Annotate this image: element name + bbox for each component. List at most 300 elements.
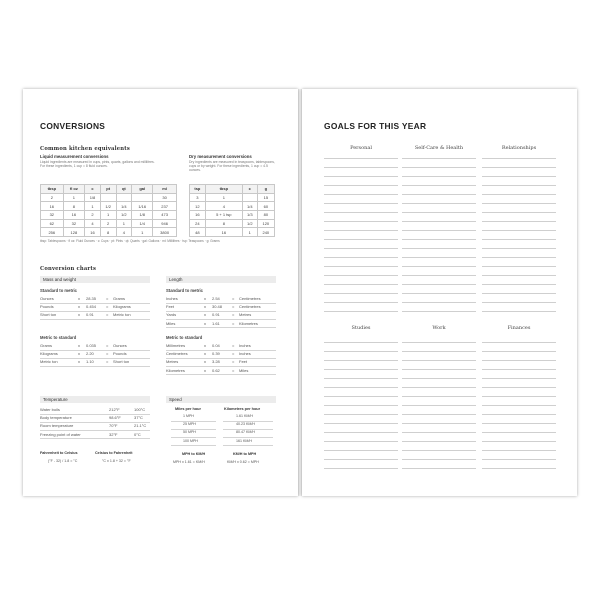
goal-header-bottom: Studies	[351, 325, 371, 331]
goal-writing-line	[402, 351, 476, 352]
goal-writing-line	[324, 423, 398, 424]
dry-header-cell: g	[257, 185, 274, 194]
goal-writing-line	[402, 185, 476, 186]
page-title: CONVERSIONS	[40, 121, 106, 131]
liquid-cell: 473	[153, 211, 177, 220]
goal-writing-line	[402, 387, 476, 388]
goal-writing-line	[324, 441, 398, 442]
goal-writing-line	[402, 293, 476, 294]
speed-rule	[223, 437, 273, 438]
mass-std-cell: x	[78, 296, 80, 301]
goal-writing-line	[402, 396, 476, 397]
temperature-cell: 32°F	[109, 431, 118, 437]
goals-title: GOALS FOR THIS YEAR	[324, 121, 427, 131]
liquid-title: Liquid measurement conversions	[40, 154, 109, 159]
goals-page	[302, 89, 577, 496]
goal-header-bottom: Finances	[507, 325, 531, 331]
dry-cell: 1/3	[242, 211, 257, 220]
length-met-cell: =	[232, 343, 235, 348]
mph-to-kmh-title: MPH to KM/H	[182, 452, 206, 456]
mass-std-cell: Kilograms	[113, 304, 131, 310]
goal-writing-line	[324, 257, 398, 258]
goal-writing-line	[324, 414, 398, 415]
c-to-f-formula: °C x 1.8 + 32 = °F	[102, 459, 131, 463]
mass-std-cell: x	[78, 312, 80, 318]
length-met-cell: x	[204, 351, 206, 357]
dry-row	[190, 202, 275, 211]
dry-cell: 240	[257, 228, 274, 237]
liquid-cell: 32	[63, 219, 85, 228]
goal-writing-line	[482, 275, 556, 276]
goal-writing-line	[324, 468, 398, 469]
goal-writing-line	[402, 302, 476, 303]
goal-writing-line	[324, 369, 398, 370]
temperature-cell: 0°C	[134, 431, 141, 437]
temperature-cell: Water boils	[40, 407, 60, 412]
temperature-cell: 37°C	[134, 415, 143, 421]
length-met-cell: Millimetres	[166, 343, 186, 348]
liquid-cell: 1	[85, 202, 101, 211]
mass-std-cell: Grams	[113, 296, 125, 301]
liquid-cell: 1	[100, 211, 116, 220]
dry-cell: 3	[190, 193, 206, 202]
speed-kmh-cell: 161 KM/H	[236, 438, 252, 443]
goal-writing-line	[402, 405, 476, 406]
goal-writing-line	[482, 414, 556, 415]
liquid-cell: 30	[153, 193, 177, 202]
length-std-cell: Metres	[239, 312, 252, 318]
goal-writing-line	[324, 387, 398, 388]
mass-met-cell: =	[106, 343, 109, 348]
length-met-cell: Inches	[239, 343, 251, 348]
liquid-cell	[100, 193, 116, 202]
temperature-cell: 70°F	[109, 423, 118, 429]
goal-writing-line	[324, 342, 398, 343]
goal-writing-line	[482, 158, 556, 159]
goal-writing-line	[324, 293, 398, 294]
liquid-cell: 8	[63, 202, 85, 211]
mass-met-cell: 0.035	[86, 343, 97, 348]
length-std-cell: x	[204, 312, 206, 318]
liquid-cell: 62	[41, 219, 64, 228]
speed-mph-cell: 1 MPH	[183, 414, 194, 418]
length-std-cell: 1.61	[212, 320, 220, 326]
goal-writing-line	[402, 221, 476, 222]
dry-cell: 8	[205, 219, 242, 228]
dry-cell: 1	[242, 228, 257, 237]
length-std-cell: Centimetres	[239, 296, 261, 301]
temperature-row	[40, 414, 150, 422]
goal-writing-line	[324, 450, 398, 451]
goal-writing-line	[482, 248, 556, 249]
goal-writing-line	[482, 266, 556, 267]
mass-std-cell: 28.35	[86, 296, 97, 301]
length-std-row	[166, 303, 276, 311]
length-std-cell: 2.54	[212, 296, 220, 301]
mass-met-cell: Kilograms	[40, 351, 58, 357]
length-met-cell: Kilometres	[166, 367, 185, 373]
liquid-cell	[132, 193, 153, 202]
goal-writing-line	[402, 275, 476, 276]
conversions-page	[23, 89, 298, 496]
dry-header-cell: tbsp	[205, 185, 242, 194]
liquid-cell: 32	[41, 211, 64, 220]
goal-writing-line	[482, 423, 556, 424]
mph-to-kmh-formula: MPH x 1.61 = KM/H	[173, 460, 205, 464]
length-std-cell: Inches	[166, 296, 178, 301]
liquid-cell: 2	[85, 211, 101, 220]
dry-title: Dry measurement conversions	[189, 154, 252, 159]
temperature-cell: Freezing point of water	[40, 431, 81, 437]
kmh-to-mph-title: KM/H to MPH	[233, 452, 257, 456]
liquid-row	[41, 202, 177, 211]
goal-writing-line	[482, 221, 556, 222]
length-met-cell: Centimetres	[166, 351, 188, 357]
speed-kmh-cell: 1.61 KM/H	[236, 414, 253, 418]
abbreviation-legend: tbsp: Tablespoons · fl oz: Fluid Ounces · c: Cups · pt: Pints · qt: Quarts · gal: Gallons · ml: Millilitres · tsp: Teaspoons · g: Grams	[40, 239, 220, 243]
speed-rule	[223, 421, 273, 422]
mass-met-cell: 2.20	[86, 351, 94, 357]
temperature-bar: Temperature	[40, 396, 150, 403]
mass-std-row	[40, 311, 150, 319]
length-std-to-metric: Standard to metric	[166, 288, 203, 293]
mass-std-to-metric: Standard to metric	[40, 288, 77, 293]
length-std-cell: Kilometres	[239, 320, 258, 326]
mass-metric-to-std: Metric to standard	[40, 335, 77, 340]
goal-writing-line	[482, 293, 556, 294]
length-std-cell: =	[232, 296, 235, 301]
length-met-cell: x	[204, 359, 206, 365]
mass-met-cell: x	[78, 351, 80, 357]
mass-met-cell: =	[106, 351, 109, 357]
goal-writing-line	[482, 342, 556, 343]
goal-writing-line	[482, 257, 556, 258]
length-met-cell: =	[232, 359, 235, 365]
liquid-row	[41, 193, 177, 202]
goal-writing-line	[324, 230, 398, 231]
mass-met-row	[40, 358, 150, 366]
dry-cell: 16	[190, 211, 206, 220]
mass-std-rule	[40, 319, 150, 320]
mass-std-cell: =	[106, 296, 109, 301]
length-std-cell: Centimetres	[239, 304, 261, 310]
f-to-c-title: Fahrenheit to Celsius	[40, 451, 78, 455]
liquid-row	[41, 228, 177, 237]
length-std-rule	[166, 327, 276, 328]
goal-writing-line	[402, 167, 476, 168]
goal-writing-line	[402, 239, 476, 240]
speed-rule	[171, 437, 216, 438]
mass-std-cell: =	[106, 312, 109, 318]
mass-std-cell: x	[78, 304, 80, 310]
goal-writing-line	[482, 360, 556, 361]
length-std-cell: x	[204, 296, 206, 301]
mass-std-cell: Short ton	[40, 312, 57, 318]
liquid-cell: 256	[41, 228, 64, 237]
temperature-row	[40, 431, 150, 439]
length-met-rule	[166, 374, 276, 375]
dry-table	[189, 184, 275, 237]
goal-writing-line	[482, 230, 556, 231]
liquid-header-cell: c	[85, 185, 101, 194]
goal-writing-line	[482, 167, 556, 168]
goal-writing-line	[324, 239, 398, 240]
dry-row	[190, 228, 275, 237]
temperature-cell: Body temperature	[40, 415, 72, 421]
goal-header-top: Personal	[350, 145, 372, 151]
liquid-header-cell: ml	[153, 185, 177, 194]
mass-met-cell: Ounces	[113, 343, 127, 348]
kitchen-heading: Common kitchen equivalents	[40, 146, 130, 152]
goal-writing-line	[324, 360, 398, 361]
goal-writing-line	[324, 311, 398, 312]
liquid-cell: 128	[63, 228, 85, 237]
liquid-cell	[116, 193, 132, 202]
goal-writing-line	[324, 396, 398, 397]
goal-writing-line	[324, 459, 398, 460]
length-std-cell: =	[232, 320, 235, 326]
goal-writing-line	[482, 351, 556, 352]
mass-met-row	[40, 342, 150, 350]
liquid-row	[41, 219, 177, 228]
length-std-cell: =	[232, 312, 235, 318]
goal-writing-line	[324, 212, 398, 213]
liquid-cell: 1	[132, 228, 153, 237]
length-std-row	[166, 295, 276, 303]
dry-row	[190, 211, 275, 220]
dry-cell: 1/2	[242, 219, 257, 228]
liquid-cell: 1	[116, 219, 132, 228]
temperature-cell: 98.6°F	[109, 415, 121, 421]
liquid-cell: 16	[63, 211, 85, 220]
goal-writing-line	[402, 176, 476, 177]
goal-writing-line	[482, 450, 556, 451]
length-met-row	[166, 358, 276, 366]
goal-writing-line	[482, 185, 556, 186]
goal-writing-line	[402, 194, 476, 195]
length-bar: Length	[166, 276, 276, 283]
liquid-cell: 2	[41, 193, 64, 202]
speed-rule	[223, 429, 273, 430]
length-std-row	[166, 311, 276, 319]
goal-writing-line	[324, 284, 398, 285]
mass-met-rule	[40, 366, 150, 367]
goal-writing-line	[402, 423, 476, 424]
length-met-cell: Inches	[239, 351, 251, 357]
f-to-c-formula: (°F - 32) / 1.8 = °C	[48, 459, 78, 463]
speed-rule	[171, 421, 216, 422]
length-met-row	[166, 350, 276, 358]
dry-cell: 1/4	[242, 202, 257, 211]
goal-writing-line	[402, 432, 476, 433]
length-met-row	[166, 342, 276, 350]
mass-met-cell: Grams	[40, 343, 52, 348]
goal-header-bottom: Work	[432, 325, 446, 331]
length-std-cell: Miles	[166, 320, 176, 326]
goal-writing-line	[324, 405, 398, 406]
length-std-cell: 0.91	[212, 312, 220, 318]
speed-rule	[223, 445, 273, 446]
goal-writing-line	[482, 396, 556, 397]
goal-writing-line	[482, 176, 556, 177]
liquid-cell: 8	[100, 228, 116, 237]
goal-writing-line	[402, 378, 476, 379]
goal-writing-line	[324, 351, 398, 352]
length-std-row	[166, 320, 276, 328]
goal-writing-line	[482, 302, 556, 303]
speed-col-kmh: Kilometres per hour	[224, 407, 261, 411]
goal-writing-line	[324, 176, 398, 177]
speed-mph-cell: 100 MPH	[183, 438, 198, 443]
mass-bar: Mass and weight	[40, 276, 150, 283]
goal-writing-line	[402, 284, 476, 285]
temperature-cell: 21.1°C	[134, 423, 147, 429]
goal-writing-line	[402, 468, 476, 469]
mass-std-row	[40, 295, 150, 303]
goal-writing-line	[402, 369, 476, 370]
goal-writing-line	[402, 158, 476, 159]
dry-header-cell: tsp	[190, 185, 206, 194]
liquid-cell: 1	[63, 193, 85, 202]
goal-writing-line	[402, 248, 476, 249]
speed-bar: Speed	[166, 396, 276, 403]
length-std-cell: x	[204, 320, 206, 326]
kmh-to-mph-formula: KM/H x 0.62 = MPH	[227, 460, 259, 464]
dry-cell: 1	[205, 193, 242, 202]
liquid-cell: 4	[85, 219, 101, 228]
goal-writing-line	[324, 221, 398, 222]
liquid-header-cell: pt	[100, 185, 116, 194]
length-std-cell: 30.48	[212, 304, 223, 310]
mass-met-cell: Short ton	[113, 359, 130, 365]
dry-header-cell: c	[242, 185, 257, 194]
length-metric-to-std: Metric to standard	[166, 335, 203, 340]
liquid-cell: 1/2	[116, 211, 132, 220]
goal-writing-line	[482, 239, 556, 240]
goal-writing-line	[482, 441, 556, 442]
length-met-cell: =	[232, 367, 235, 373]
liquid-cell: 946	[153, 219, 177, 228]
dry-header-row	[190, 185, 275, 194]
goal-writing-line	[324, 302, 398, 303]
liquid-cell: 237	[153, 202, 177, 211]
mass-met-cell: 1.10	[86, 359, 94, 365]
goal-writing-line	[402, 257, 476, 258]
goal-writing-line	[482, 369, 556, 370]
goal-header-top: Self-Care & Health	[414, 145, 464, 151]
liquid-header-cell: tbsp	[41, 185, 64, 194]
goal-writing-line	[324, 158, 398, 159]
goal-writing-line	[324, 248, 398, 249]
goal-writing-line	[482, 203, 556, 204]
temperature-cell: 100°C	[134, 407, 146, 412]
goal-writing-line	[482, 468, 556, 469]
goal-writing-line	[402, 459, 476, 460]
goal-writing-line	[402, 203, 476, 204]
length-std-cell: =	[232, 304, 235, 310]
liquid-header-row	[41, 185, 177, 194]
liquid-row	[41, 211, 177, 220]
length-met-row	[166, 367, 276, 375]
length-std-cell: Feet	[166, 304, 175, 310]
mass-met-cell: x	[78, 343, 80, 348]
goal-writing-line	[324, 275, 398, 276]
goal-writing-line	[324, 266, 398, 267]
mass-met-cell: Metric ton	[40, 359, 58, 365]
goal-writing-line	[324, 432, 398, 433]
goal-writing-line	[324, 185, 398, 186]
goal-writing-line	[482, 387, 556, 388]
dry-cell: 120	[257, 219, 274, 228]
mass-std-row	[40, 303, 150, 311]
temperature-rule	[40, 438, 150, 439]
liquid-cell: 3800	[153, 228, 177, 237]
mass-std-cell: Ounces	[40, 296, 54, 301]
liquid-cell: 1/2	[100, 202, 116, 211]
liquid-header-cell: fl oz	[63, 185, 85, 194]
speed-rule	[171, 429, 216, 430]
speed-col-mph: Miles per hour	[175, 407, 201, 411]
liquid-table	[40, 184, 177, 237]
mass-std-cell: Metric ton	[113, 312, 131, 318]
length-met-cell: Feet	[239, 359, 248, 365]
goal-writing-line	[482, 432, 556, 433]
goal-writing-line	[402, 414, 476, 415]
liquid-cell: 1/4	[132, 219, 153, 228]
dry-cell: 48	[190, 228, 206, 237]
goal-header-top: Relationships	[501, 145, 537, 151]
liquid-header-cell: gal	[132, 185, 153, 194]
goal-writing-line	[482, 284, 556, 285]
speed-kmh-cell: 40.23 KM/H	[236, 422, 255, 427]
liquid-cell: 1/8	[132, 211, 153, 220]
length-met-cell: 0.04	[212, 343, 220, 348]
conversion-charts-heading: Conversion charts	[40, 266, 97, 272]
liquid-cell: 1/8	[85, 193, 101, 202]
dry-cell: 80	[257, 211, 274, 220]
liquid-cell: 2	[100, 219, 116, 228]
dry-cell: 15	[257, 193, 274, 202]
goal-writing-line	[482, 459, 556, 460]
dry-cell: 24	[190, 219, 206, 228]
length-met-cell: 3.28	[212, 359, 220, 365]
liquid-cell: 16	[85, 228, 101, 237]
speed-rule	[171, 445, 216, 446]
goal-writing-line	[482, 405, 556, 406]
goal-writing-line	[482, 311, 556, 312]
length-std-cell: x	[204, 304, 206, 310]
mass-std-cell: Pounds	[40, 304, 54, 310]
dry-cell: 16	[205, 228, 242, 237]
goal-writing-line	[482, 378, 556, 379]
liquid-cell: 1/4	[116, 202, 132, 211]
liquid-header-cell: qt	[116, 185, 132, 194]
liquid-cell: 1/16	[132, 202, 153, 211]
mass-std-cell: 0.91	[86, 312, 94, 318]
temperature-cell: Room temperature	[40, 423, 74, 429]
liquid-note: Liquid ingredients are measured in cups, pints, quarts, gallons and millilitres. For these ingredients, 1 cup = 8 fluid ounces.	[40, 160, 155, 169]
dry-cell: 4	[205, 202, 242, 211]
dry-row	[190, 193, 275, 202]
mass-met-cell: =	[106, 359, 109, 365]
speed-mph-cell: 25 MPH	[183, 422, 196, 427]
length-met-cell: 0.39	[212, 351, 220, 357]
mass-std-cell: =	[106, 304, 109, 310]
dry-cell: 12	[190, 202, 206, 211]
goal-writing-line	[402, 230, 476, 231]
c-to-f-title: Celsius to Fahrenheit	[95, 451, 133, 455]
length-std-cell: Yards	[166, 312, 177, 318]
